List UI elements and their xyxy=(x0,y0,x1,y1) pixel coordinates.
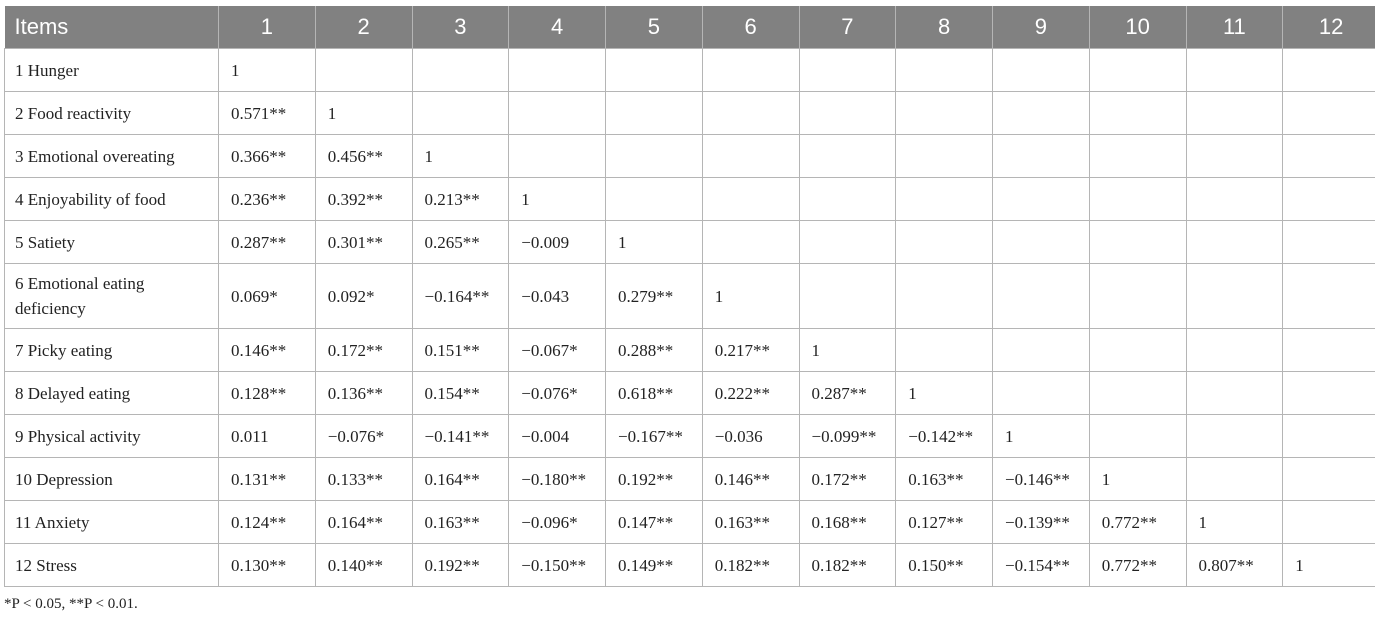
table-cell: 1 xyxy=(1186,501,1283,544)
table-cell xyxy=(993,372,1090,415)
table-cell: 1 xyxy=(219,49,316,92)
header-col-7: 7 xyxy=(799,6,896,49)
table-cell: 0.265** xyxy=(412,221,509,264)
table-row xyxy=(5,135,1375,178)
table-cell xyxy=(702,135,799,178)
table-cell: 0.571** xyxy=(219,92,316,135)
table-cell: 0.807** xyxy=(1186,544,1283,587)
table-cell xyxy=(1089,92,1186,135)
table-cell: −0.142** xyxy=(896,415,993,458)
table-cell: 0.069* xyxy=(219,264,316,329)
table-cell xyxy=(799,49,896,92)
row-label: 2 Food reactivity xyxy=(5,92,219,135)
table-row xyxy=(5,178,1375,221)
table-cell xyxy=(1283,372,1375,415)
table-cell xyxy=(702,49,799,92)
table-cell: 0.146** xyxy=(219,329,316,372)
table-cell: 0.366** xyxy=(219,135,316,178)
table-cell xyxy=(1089,49,1186,92)
table-cell: 0.222** xyxy=(702,372,799,415)
table-cell: −0.036 xyxy=(702,415,799,458)
table-cell xyxy=(1283,92,1375,135)
table-cell: 0.172** xyxy=(315,329,412,372)
table-cell: 0.392** xyxy=(315,178,412,221)
table-cell: −0.164** xyxy=(412,264,509,329)
row-label: 3 Emotional overeating xyxy=(5,135,219,178)
table-cell: 1 xyxy=(1089,458,1186,501)
table-cell: 0.149** xyxy=(606,544,703,587)
header-col-11: 11 xyxy=(1186,6,1283,49)
table-cell xyxy=(1283,178,1375,221)
table-cell xyxy=(993,264,1090,329)
header-col-3: 3 xyxy=(412,6,509,49)
table-cell: 0.456** xyxy=(315,135,412,178)
table-cell: −0.180** xyxy=(509,458,606,501)
row-label: 4 Enjoyability of food xyxy=(5,178,219,221)
header-col-5: 5 xyxy=(606,6,703,49)
table-cell xyxy=(1283,415,1375,458)
table-cell xyxy=(702,178,799,221)
correlation-table xyxy=(4,6,1375,587)
table-cell: 1 xyxy=(509,178,606,221)
table-cell: 0.140** xyxy=(315,544,412,587)
table-cell: 0.287** xyxy=(799,372,896,415)
table-row xyxy=(5,49,1375,92)
table-cell: 0.772** xyxy=(1089,544,1186,587)
table-cell: 0.163** xyxy=(896,458,993,501)
table-header xyxy=(5,6,1375,49)
table-cell xyxy=(1283,501,1375,544)
table-cell: −0.076* xyxy=(315,415,412,458)
table-cell xyxy=(799,221,896,264)
header-row xyxy=(5,6,1375,49)
header-col-6: 6 xyxy=(702,6,799,49)
table-cell: 0.130** xyxy=(219,544,316,587)
row-label: 10 Depression xyxy=(5,458,219,501)
table-cell xyxy=(1283,458,1375,501)
table-cell xyxy=(1089,135,1186,178)
row-label: 1 Hunger xyxy=(5,49,219,92)
table-cell: 0.618** xyxy=(606,372,703,415)
row-label: 6 Emotional eating deficiency xyxy=(5,264,219,329)
header-col-9: 9 xyxy=(993,6,1090,49)
table-cell xyxy=(993,135,1090,178)
table-cell xyxy=(1186,415,1283,458)
row-label: 11 Anxiety xyxy=(5,501,219,544)
table-cell: 0.154** xyxy=(412,372,509,415)
table-cell xyxy=(896,178,993,221)
table-cell: 0.172** xyxy=(799,458,896,501)
table-cell xyxy=(1283,221,1375,264)
table-cell xyxy=(1186,49,1283,92)
table-cell: 0.287** xyxy=(219,221,316,264)
table-cell xyxy=(1089,329,1186,372)
correlation-table-container xyxy=(4,6,1369,587)
table-cell: 0.279** xyxy=(606,264,703,329)
table-cell: −0.076* xyxy=(509,372,606,415)
table-row xyxy=(5,221,1375,264)
table-cell xyxy=(509,49,606,92)
table-cell: 0.151** xyxy=(412,329,509,372)
table-row xyxy=(5,329,1375,372)
table-cell: 0.131** xyxy=(219,458,316,501)
table-cell xyxy=(1089,178,1186,221)
table-cell xyxy=(896,135,993,178)
table-cell xyxy=(896,221,993,264)
table-cell: 0.147** xyxy=(606,501,703,544)
table-cell xyxy=(1186,92,1283,135)
table-cell: 0.168** xyxy=(799,501,896,544)
table-cell: −0.099** xyxy=(799,415,896,458)
table-cell: 0.163** xyxy=(412,501,509,544)
table-cell: 0.011 xyxy=(219,415,316,458)
table-cell: 1 xyxy=(1283,544,1375,587)
row-label: 12 Stress xyxy=(5,544,219,587)
table-cell: −0.154** xyxy=(993,544,1090,587)
table-cell xyxy=(1186,329,1283,372)
table-cell: 1 xyxy=(412,135,509,178)
header-col-2: 2 xyxy=(315,6,412,49)
table-cell: 0.288** xyxy=(606,329,703,372)
table-cell: 0.164** xyxy=(315,501,412,544)
table-cell xyxy=(896,92,993,135)
table-cell: 0.182** xyxy=(702,544,799,587)
table-cell: 0.127** xyxy=(896,501,993,544)
table-cell: −0.043 xyxy=(509,264,606,329)
table-cell: 0.124** xyxy=(219,501,316,544)
table-row xyxy=(5,458,1375,501)
table-cell xyxy=(1283,49,1375,92)
row-label: 5 Satiety xyxy=(5,221,219,264)
table-cell: 0.163** xyxy=(702,501,799,544)
table-cell: 0.092* xyxy=(315,264,412,329)
table-cell: 0.772** xyxy=(1089,501,1186,544)
table-cell: 1 xyxy=(315,92,412,135)
table-cell xyxy=(1089,415,1186,458)
table-cell xyxy=(1186,264,1283,329)
table-cell: 1 xyxy=(799,329,896,372)
table-row xyxy=(5,415,1375,458)
table-cell: 1 xyxy=(896,372,993,415)
header-col-12: 12 xyxy=(1283,6,1375,49)
table-cell: 0.217** xyxy=(702,329,799,372)
table-cell: −0.139** xyxy=(993,501,1090,544)
table-cell xyxy=(509,92,606,135)
table-cell xyxy=(799,135,896,178)
header-col-1: 1 xyxy=(219,6,316,49)
table-cell xyxy=(1283,264,1375,329)
table-cell: 1 xyxy=(702,264,799,329)
table-cell: 0.128** xyxy=(219,372,316,415)
table-cell: −0.009 xyxy=(509,221,606,264)
table-cell: −0.067* xyxy=(509,329,606,372)
table-cell xyxy=(1186,372,1283,415)
table-cell xyxy=(993,221,1090,264)
header-col-8: 8 xyxy=(896,6,993,49)
table-cell xyxy=(412,92,509,135)
table-cell: 0.182** xyxy=(799,544,896,587)
table-cell xyxy=(1186,135,1283,178)
table-body xyxy=(5,49,1375,587)
table-cell: 0.133** xyxy=(315,458,412,501)
table-cell xyxy=(1283,329,1375,372)
table-cell: −0.146** xyxy=(993,458,1090,501)
table-cell xyxy=(702,221,799,264)
table-cell xyxy=(606,49,703,92)
table-row xyxy=(5,501,1375,544)
table-cell xyxy=(799,92,896,135)
table-cell: −0.167** xyxy=(606,415,703,458)
row-label: 9 Physical activity xyxy=(5,415,219,458)
table-cell: 0.236** xyxy=(219,178,316,221)
table-cell: −0.096* xyxy=(509,501,606,544)
table-cell xyxy=(1186,458,1283,501)
table-cell: 1 xyxy=(606,221,703,264)
table-cell xyxy=(896,264,993,329)
table-cell xyxy=(1186,178,1283,221)
table-cell: −0.141** xyxy=(412,415,509,458)
row-label: 8 Delayed eating xyxy=(5,372,219,415)
table-cell xyxy=(799,178,896,221)
row-label: 7 Picky eating xyxy=(5,329,219,372)
table-footnote: *P < 0.05, **P < 0.01. xyxy=(4,596,138,612)
table-cell xyxy=(993,92,1090,135)
table-cell xyxy=(993,329,1090,372)
table-row xyxy=(5,372,1375,415)
table-cell: 0.213** xyxy=(412,178,509,221)
table-cell: −0.004 xyxy=(509,415,606,458)
table-cell: 0.301** xyxy=(315,221,412,264)
table-cell xyxy=(993,178,1090,221)
table-cell xyxy=(606,178,703,221)
table-cell xyxy=(315,49,412,92)
table-row xyxy=(5,264,1375,329)
table-cell: 0.164** xyxy=(412,458,509,501)
table-cell: 1 xyxy=(993,415,1090,458)
header-items: Items xyxy=(5,6,219,49)
table-cell: 0.146** xyxy=(702,458,799,501)
table-cell: 0.150** xyxy=(896,544,993,587)
table-cell xyxy=(896,49,993,92)
table-cell xyxy=(606,92,703,135)
table-cell: 0.192** xyxy=(606,458,703,501)
table-cell: 0.136** xyxy=(315,372,412,415)
table-row xyxy=(5,92,1375,135)
table-cell xyxy=(509,135,606,178)
table-cell xyxy=(606,135,703,178)
table-cell xyxy=(1186,221,1283,264)
header-col-4: 4 xyxy=(509,6,606,49)
table-cell xyxy=(896,329,993,372)
table-cell: −0.150** xyxy=(509,544,606,587)
table-cell xyxy=(1283,135,1375,178)
table-cell xyxy=(799,264,896,329)
table-cell xyxy=(1089,264,1186,329)
header-col-10: 10 xyxy=(1089,6,1186,49)
table-cell xyxy=(993,49,1090,92)
table-row xyxy=(5,544,1375,587)
table-cell xyxy=(1089,372,1186,415)
table-cell: 0.192** xyxy=(412,544,509,587)
table-cell xyxy=(702,92,799,135)
table-cell xyxy=(1089,221,1186,264)
table-cell xyxy=(412,49,509,92)
